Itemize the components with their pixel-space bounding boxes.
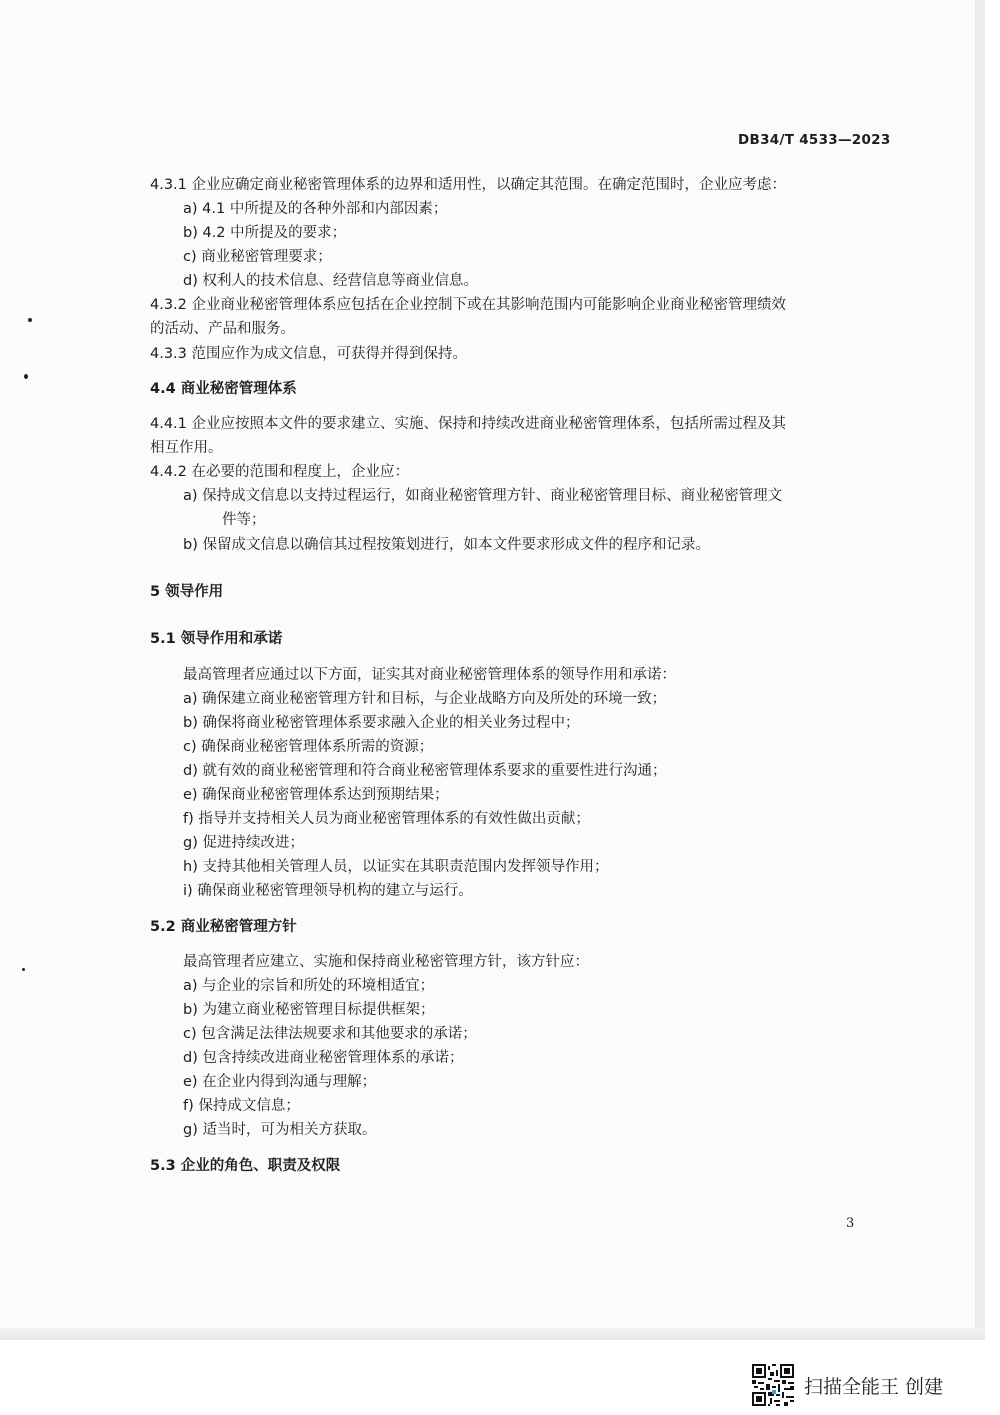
text-line: c) 商业秘密管理要求； [183, 249, 332, 265]
scan-speck [22, 968, 25, 971]
page-bottom-edge [0, 1328, 985, 1340]
text-line: e) 在企业内得到沟通与理解； [183, 1074, 377, 1090]
text-line: b) 为建立商业秘密管理目标提供框架； [183, 1002, 435, 1018]
text-line: 的活动、产品和服务。 [150, 321, 295, 337]
scan-speck [28, 318, 32, 322]
text-line: d) 就有效的商业秘密管理和符合商业秘密管理体系要求的重要性进行沟通； [183, 763, 667, 779]
text-line: a) 与企业的宗旨和所处的环境相适宜； [183, 978, 435, 994]
text-line: 最高管理者应建立、实施和保持商业秘密管理方针，该方针应： [183, 954, 589, 970]
qr-code-icon [752, 1364, 794, 1406]
text-line: 4.4.1 企业应按照本文件的要求建立、实施、保持和持续改进商业秘密管理体系，包括所需过程及其 [150, 416, 786, 432]
text-line: f) 指导并支持相关人员为商业秘密管理体系的有效性做出贡献； [183, 811, 590, 827]
text-line: b) 确保将商业秘密管理体系要求融入企业的相关业务过程中； [183, 715, 580, 731]
text-line: a) 确保建立商业秘密管理方针和目标，与企业战略方向及所处的环境一致； [183, 691, 667, 707]
text-line: 件等； [222, 512, 266, 528]
text-line: 最高管理者应通过以下方面，证实其对商业秘密管理体系的领导作用和承诺： [183, 667, 676, 683]
section-heading: 5.2 商业秘密管理方针 [150, 919, 297, 935]
text-line: 4.3.3 范围应作为成文信息，可获得并得到保持。 [150, 346, 468, 362]
text-line: d) 权利人的技术信息、经营信息等商业信息。 [183, 273, 478, 289]
text-line: c) 确保商业秘密管理体系所需的资源； [183, 739, 434, 755]
text-line: i) 确保商业秘密管理领导机构的建立与运行。 [183, 883, 473, 899]
text-line: f) 保持成文信息； [183, 1098, 300, 1114]
page-edge-shadow [975, 0, 985, 1340]
text-line: h) 支持其他相关管理人员，以证实在其职责范围内发挥领导作用； [183, 859, 609, 875]
text-line: c) 包含满足法律法规要求和其他要求的承诺； [183, 1026, 477, 1042]
section-heading: 5.3 企业的角色、职责及权限 [150, 1158, 341, 1174]
section-heading: 5.1 领导作用和承诺 [150, 631, 283, 647]
text-line: 4.3.2 企业商业秘密管理体系应包括在企业控制下或在其影响范围内可能影响企业商业秘密管理绩效 [150, 297, 786, 313]
text-line: a) 4.1 中所提及的各种外部和内部因素； [183, 201, 448, 217]
scanner-brand-label: 扫描全能王 创建 [804, 1376, 944, 1398]
text-line: 4.4.2 在必要的范围和程度上，企业应： [150, 464, 410, 480]
document-code: DB34/T 4533—2023 [738, 132, 891, 148]
section-heading: 5 领导作用 [150, 584, 224, 600]
text-line: d) 包含持续改进商业秘密管理体系的承诺； [183, 1050, 464, 1066]
text-line: a) 保持成文信息以支持过程运行，如商业秘密管理方针、商业秘密管理目标、商业秘密管理文 [183, 488, 783, 504]
text-line: 相互作用。 [150, 440, 223, 456]
text-line: b) 4.2 中所提及的要求； [183, 225, 347, 241]
text-line: e) 确保商业秘密管理体系达到预期结果； [183, 787, 449, 803]
page-number: 3 [846, 1216, 855, 1231]
scan-speck [24, 374, 28, 379]
section-heading: 4.4 商业秘密管理体系 [150, 381, 297, 397]
text-line: 4.3.1 企业应确定商业秘密管理体系的边界和适用性，以确定其范围。在确定范围时，企业应考虑： [150, 177, 786, 193]
text-line: b) 保留成文信息以确信其过程按策划进行，如本文件要求形成文件的程序和记录。 [183, 537, 710, 553]
text-line: g) 适当时，可为相关方获取。 [183, 1122, 377, 1138]
text-line: g) 促进持续改进； [183, 835, 304, 851]
